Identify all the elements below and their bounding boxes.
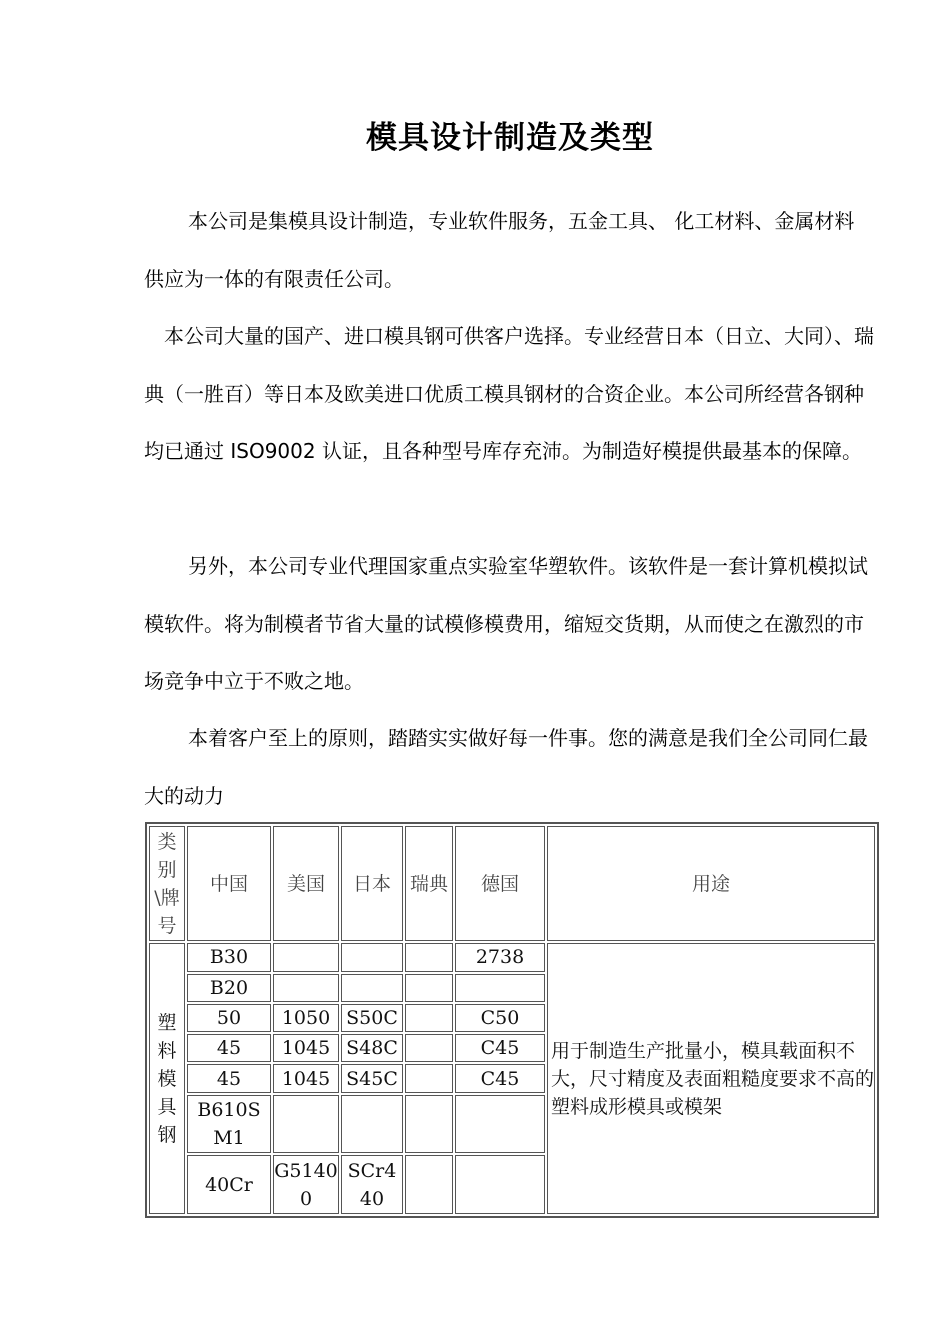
header-sweden: 瑞典 [405,826,453,941]
table-row [149,943,875,971]
cell-germany: C45 [455,1064,545,1092]
header-usa: 美国 [273,826,339,941]
cell-usa [273,943,339,971]
cell-sweden [405,943,453,971]
cell-japan [341,943,403,971]
cell-germany [455,974,545,1002]
cell-china: B30 [187,943,271,971]
cell-japan: S45C [341,1064,403,1092]
header-category-grade: 类别\牌号 [149,826,185,941]
cell-japan: S50C [341,1004,403,1032]
cell-japan: S48C [341,1034,403,1062]
cell-sweden [405,974,453,1002]
cell-china: 45 [187,1064,271,1092]
cell-germany [455,1095,545,1154]
cell-germany: 2738 [455,943,545,971]
steel-grade-table [145,822,879,1218]
document-title: 模具设计制造及类型 [366,120,654,156]
cell-china: B20 [187,974,271,1002]
cell-germany: C50 [455,1004,545,1032]
cell-sweden [405,1095,453,1154]
cell-germany [455,1155,545,1214]
cell-china: 50 [187,1004,271,1032]
cell-usa: 1045 [273,1034,339,1062]
cell-usa: 1045 [273,1064,339,1092]
cell-sweden [405,1034,453,1062]
header-germany: 德国 [455,826,545,941]
cell-usa: 1050 [273,1004,339,1032]
cell-usa [273,1095,339,1154]
cell-sweden [405,1004,453,1032]
paragraph-principle: 本着客户至上的原则，踏踏实实做好每一件事。您的满意是我们全公司同仁最大的动力 [144,726,868,808]
cell-china: 45 [187,1034,271,1062]
cell-usa [273,974,339,1002]
cell-china: B610SM1 [187,1095,271,1154]
cell-japan [341,1095,403,1154]
paragraph-software: 另外，本公司专业代理国家重点实验室华塑软件。该软件是一套计算机模拟试模软件。将为制模者节省大量的试模修模费用，缩短交货期，从而使之在激烈的市场竞争中立于不败之地。 [144,554,868,693]
cell-japan [341,974,403,1002]
header-japan: 日本 [341,826,403,941]
header-usage: 用途 [547,826,875,941]
category-cell: 塑料模具钢 [149,943,185,1214]
cell-germany: C45 [455,1034,545,1062]
paragraph-steel: 本公司大量的国产、进口模具钢可供客户选择。专业经营日本（日立、大同）、瑞典（一胜百）等日本及欧美进口优质工模具钢材的合资企业。本公司所经营各钢种均已通过 ISO9002 认证，且各种型号库存充沛。为制造好模提供最基本的保障。 [144,324,874,463]
paragraph-intro: 本公司是集模具设计制造，专业软件服务，五金工具、 化工材料、金属材料供应为一体的有限责任公司。 [144,209,855,291]
cell-usa: G51400 [273,1155,339,1214]
cell-sweden [405,1155,453,1214]
cell-sweden [405,1064,453,1092]
cell-china: 40Cr [187,1155,271,1214]
header-china: 中国 [187,826,271,941]
usage-cell: 用于制造生产批量小，模具载面积不大，尺寸精度及表面粗糙度要求不高的塑料成形模具或模架 [547,943,875,1214]
table-header-row [149,826,875,941]
cell-japan: SCr440 [341,1155,403,1214]
